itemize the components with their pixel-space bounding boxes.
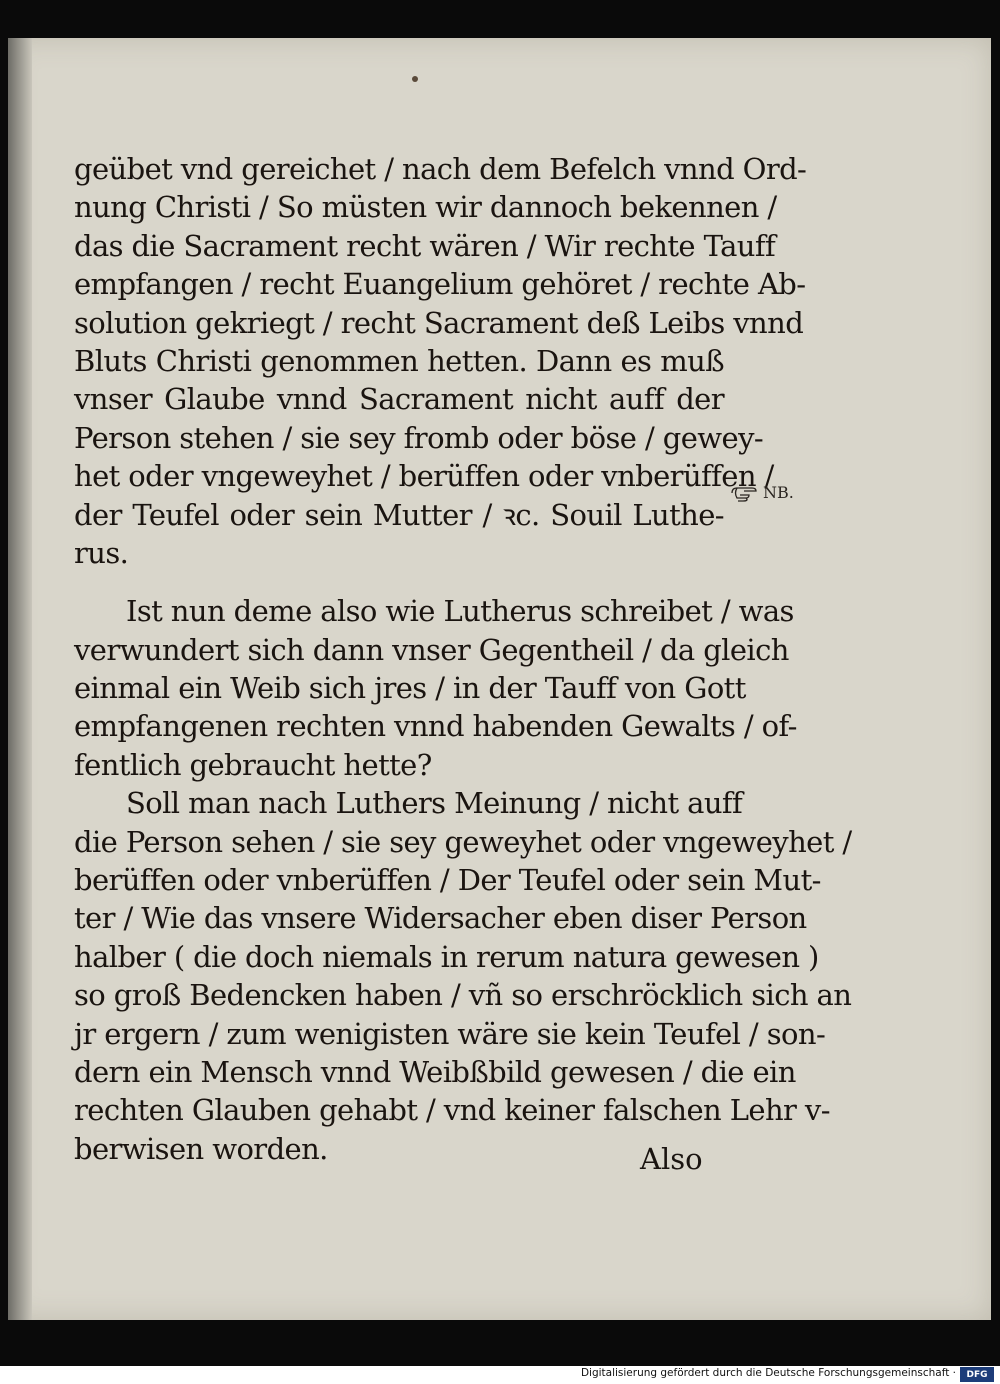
text-line: dern ein Mensch vnnd Weibßbild gewesen / die ein: [74, 1054, 796, 1089]
text-line: ter / Wie das vnsere Widersacher eben diser Person: [74, 901, 807, 936]
scanned-page: [8, 38, 991, 1320]
text-line: nung Christi / So müsten wir dannoch bekennen /: [74, 190, 777, 225]
text-line: jr ergern / zum wenigisten wäre sie kein Teufel / son-: [74, 1016, 826, 1051]
text-line: einmal ein Weib sich jres / in der Tauff von Gott: [74, 671, 746, 706]
margin-note-text: NB.: [763, 483, 794, 502]
text-line: halber ( die doch niemals in rerum natura gewesen ): [74, 939, 819, 974]
text-line: die Person sehen / sie sey geweyhet oder vngeweyhet /: [74, 824, 852, 859]
text-line: geübet vnd gereichet / nach dem Befelch vnnd Ord-: [74, 152, 807, 186]
text-line: Ist nun deme also wie Lutherus schreibet / was: [126, 594, 794, 629]
dfg-logo: DFG: [960, 1367, 994, 1382]
text-line: berwisen worden.: [74, 1131, 328, 1166]
text-line: vnser Glaube vnnd Sacrament nicht auff der: [74, 382, 724, 417]
ink-dot: [412, 76, 418, 82]
text-line: der Teufel oder sein Mutter / ꝛc. Souil Luthe-: [74, 497, 724, 532]
text-line: rechten Glauben gehabt / vnd keiner falschen Lehr v-: [74, 1093, 830, 1128]
catchword: Also: [640, 1142, 703, 1176]
margin-note: [730, 483, 794, 502]
text-line: Person stehen / sie sey fromb oder böse / gewey-: [74, 420, 764, 455]
footer-credit: Digitalisierung gefördert durch die Deutsche Forschungsgemeinschaft ·: [580, 1367, 956, 1379]
text-line: verwundert sich dann vnser Gegentheil / da gleich: [74, 632, 789, 667]
text-line: het oder vngeweyhet / berüffen oder vnberüffen /: [74, 459, 774, 494]
text-line: Bluts Christi genommen hetten. Dann es muß: [74, 343, 724, 378]
text-line: so groß Bedencken haben / vñ so erschröcklich sich an: [74, 978, 852, 1013]
paragraph-gap: [74, 572, 724, 592]
text-line: empfangen / recht Euangelium gehöret / rechte Ab-: [74, 267, 806, 302]
pointing-hand-icon: [730, 484, 760, 502]
text-line: berüffen oder vnberüffen / Der Teufel oder sein Mut-: [74, 863, 821, 898]
footer-bar: [0, 1366, 1000, 1384]
text-line: Soll man nach Luthers Meinung / nicht auff: [126, 786, 743, 821]
page-gutter-shadow: [8, 38, 32, 1320]
text-line: empfangenen rechten vnnd habenden Gewalts / of-: [74, 709, 797, 744]
text-line: fentlich gebraucht hette?: [74, 747, 432, 782]
text-line: das die Sacrament recht wären / Wir rechte Tauff: [74, 228, 776, 263]
text-line: solution gekriegt / recht Sacrament deß Leibs vnnd: [74, 305, 804, 340]
page-text: [74, 150, 852, 1168]
text-line: rus.: [74, 535, 129, 570]
